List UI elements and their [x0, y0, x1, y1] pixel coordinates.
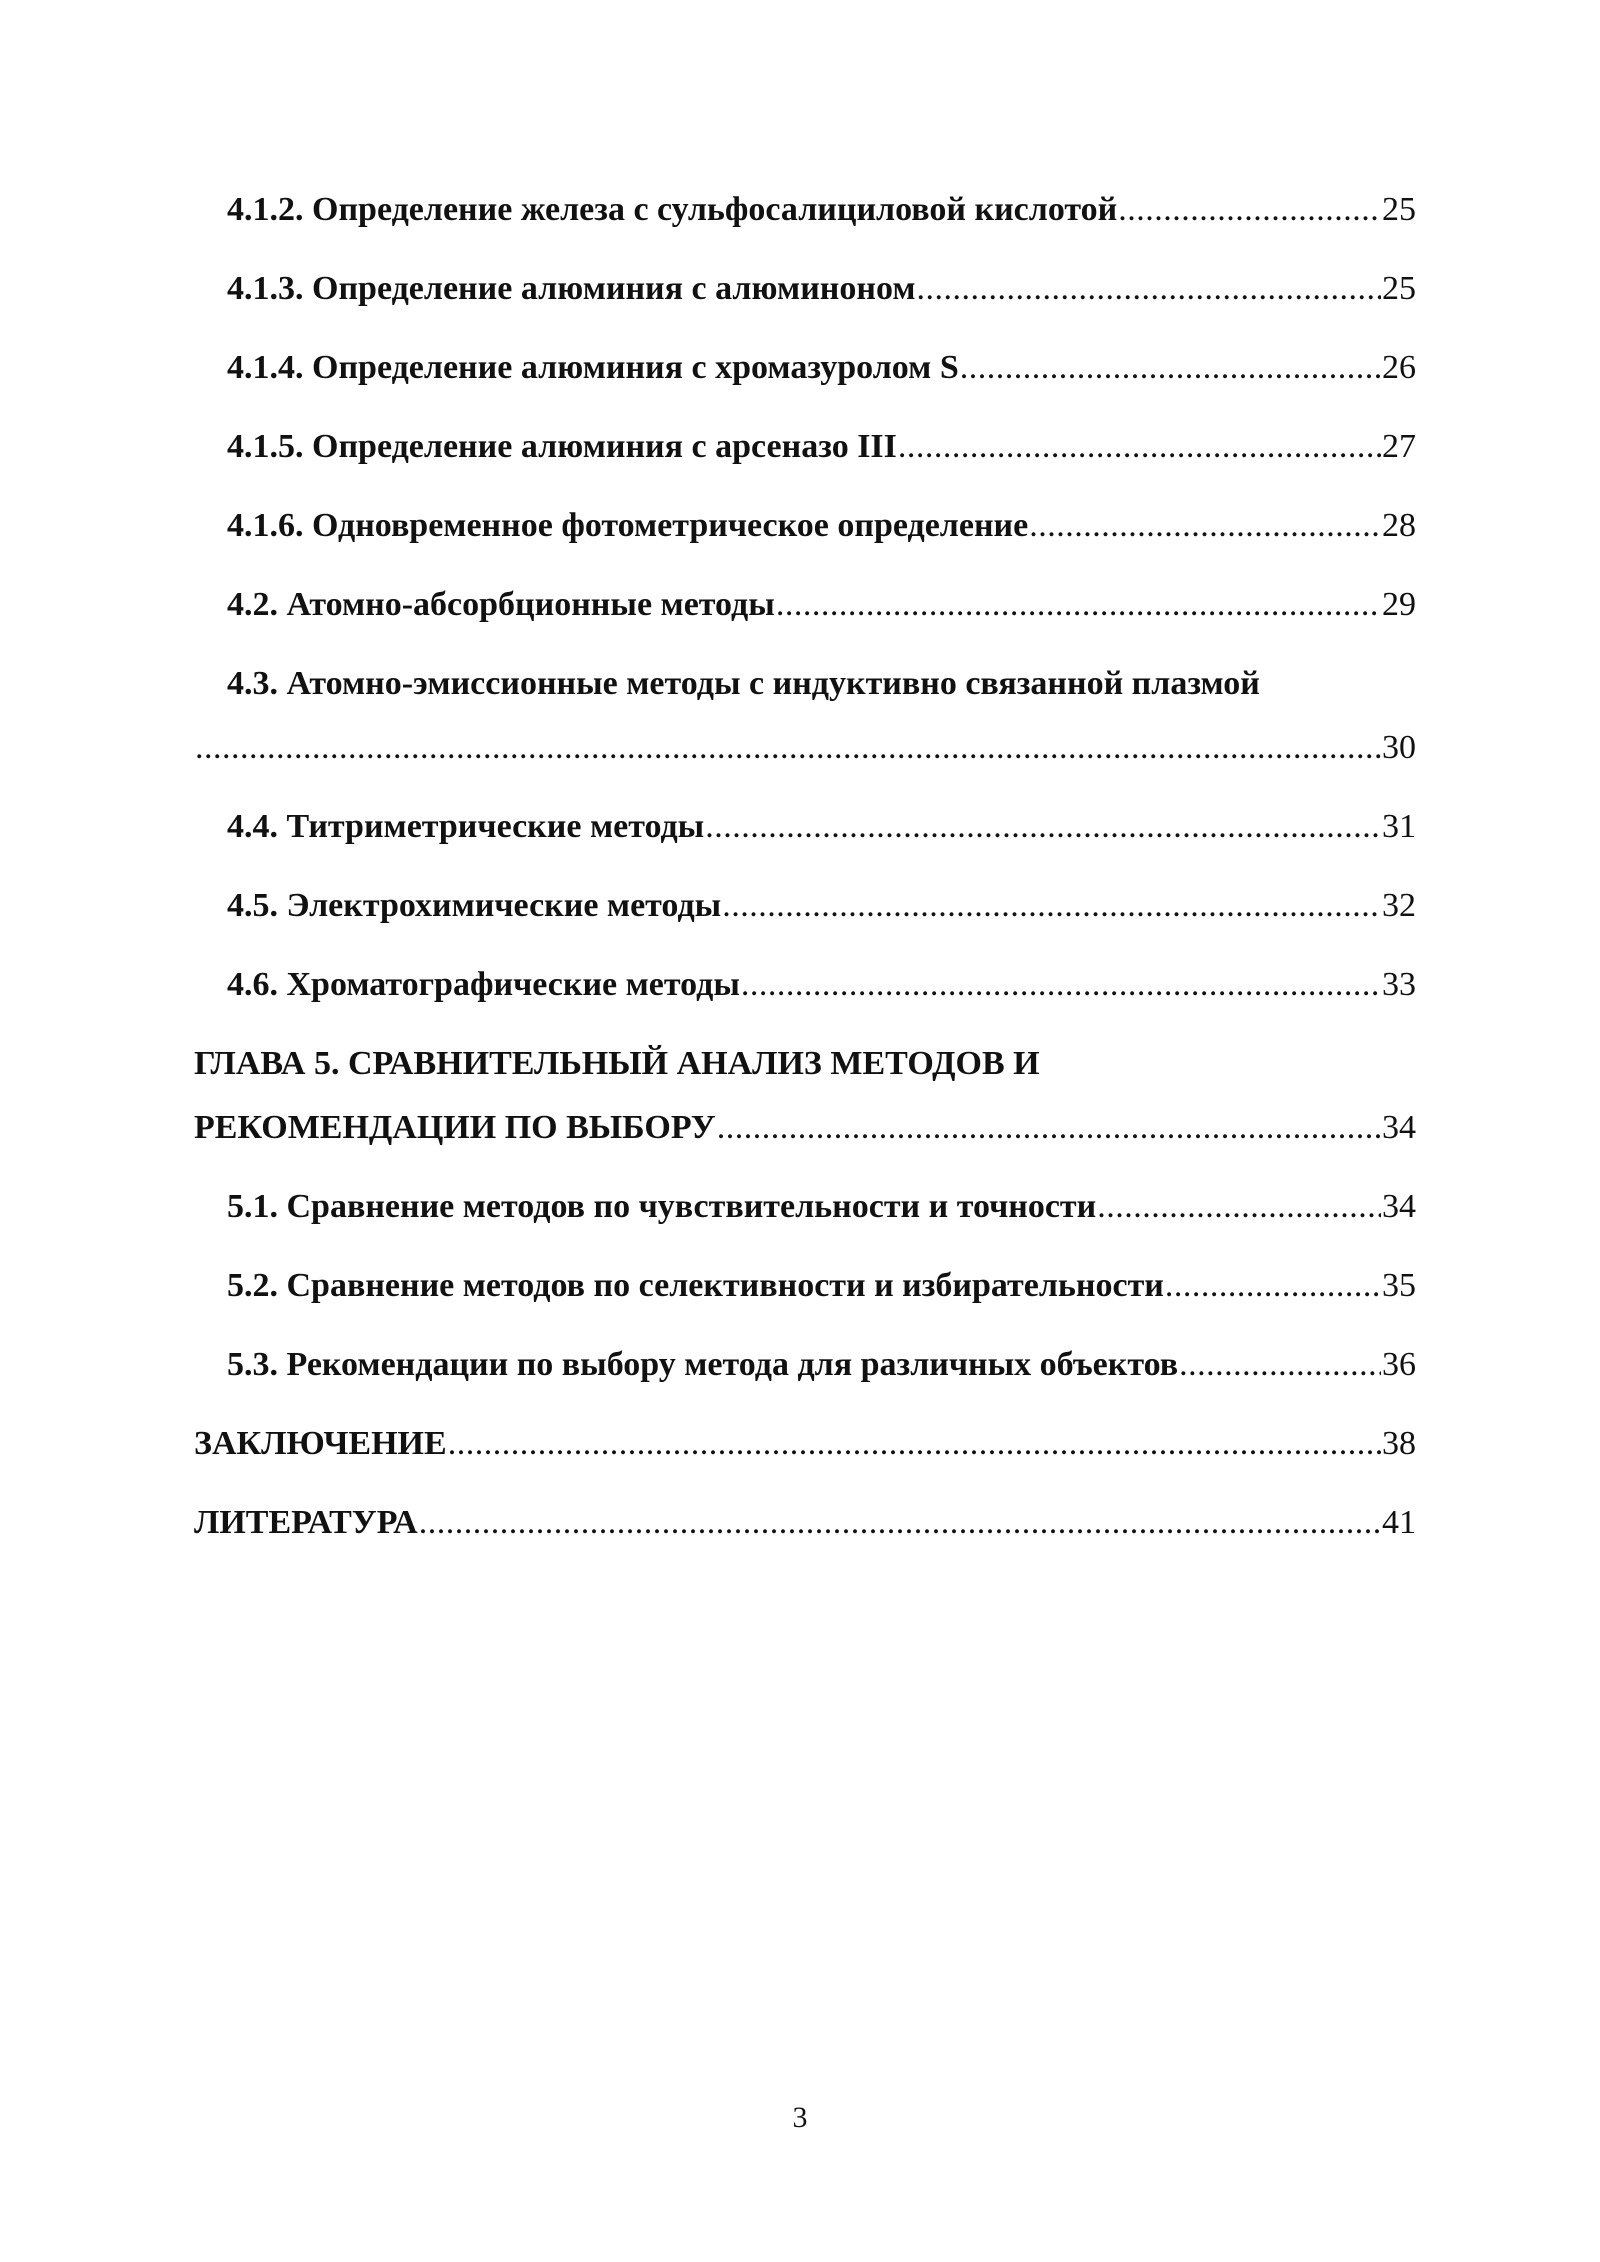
toc-entry-title: 4.2. Атомно-абсорбционные методы — [227, 586, 775, 623]
toc-entry-title: 4.4. Титриметрические методы — [227, 808, 705, 845]
toc-leader-dots — [960, 346, 1381, 390]
table-of-contents — [194, 188, 1416, 1580]
toc-entry-page: 28 — [1382, 507, 1416, 544]
toc-leader-dots — [741, 963, 1381, 1007]
toc-entry-4-1-2[interactable] — [194, 188, 1416, 232]
toc-entry-title: ЗАКЛЮЧЕНИЕ — [194, 1425, 447, 1462]
toc-entry-4-2[interactable] — [194, 583, 1416, 627]
toc-entry-title: 4.1.5. Определение алюминия с арсеназо III — [227, 428, 897, 465]
toc-leader-dots — [419, 1501, 1381, 1545]
toc-entry-4-1-4[interactable] — [194, 346, 1416, 390]
toc-entry-page: 34 — [1382, 1188, 1416, 1225]
toc-entry-4-4[interactable] — [194, 805, 1416, 849]
toc-leader-dots — [1165, 1264, 1381, 1308]
toc-entry-title: ЛИТЕРАТУРА — [194, 1504, 418, 1541]
toc-entry-title: 4.1.2. Определение железа с сульфосалициловой кислотой — [227, 191, 1118, 228]
toc-entry-page: 25 — [1382, 191, 1416, 228]
toc-entry-page: 26 — [1382, 349, 1416, 386]
toc-entry-page: 31 — [1382, 808, 1416, 845]
toc-entry-title: 5.2. Сравнение методов по селективности и избирательности — [227, 1267, 1164, 1304]
toc-entry-4-3[interactable] — [194, 662, 1416, 770]
toc-leader-dots — [898, 425, 1381, 469]
toc-entry-4-5[interactable] — [194, 884, 1416, 928]
toc-entry-title-line2: РЕКОМЕНДАЦИИ ПО ВЫБОРУ — [194, 1109, 716, 1146]
toc-entry-title: 4.1.6. Одновременное фотометрическое определение — [227, 507, 1029, 544]
toc-entry-title: 4.5. Электрохимические методы — [227, 887, 722, 924]
toc-entry-title: 4.1.3. Определение алюминия с алюминоном — [227, 270, 916, 307]
toc-leader-dots — [448, 1422, 1381, 1466]
toc-leader-dots — [195, 726, 1381, 770]
toc-entry-title-line1: ГЛАВА 5. СРАВНИТЕЛЬНЫЙ АНАЛИЗ МЕТОДОВ И — [194, 1045, 1040, 1082]
toc-entry-page: 38 — [1382, 1425, 1416, 1462]
toc-entry-page: 30 — [1382, 729, 1416, 766]
toc-leader-dots — [1179, 1343, 1381, 1387]
toc-leader-dots — [1097, 1185, 1381, 1229]
toc-entry-page: 27 — [1382, 428, 1416, 465]
toc-entry-title-line1: 4.3. Атомно-эмиссионные методы с индуктивно связанной плазмой — [227, 665, 1260, 702]
toc-entry-page: 32 — [1382, 887, 1416, 924]
page-number: 3 — [792, 2101, 808, 2134]
toc-leader-dots — [1029, 504, 1381, 548]
toc-entry-4-1-5[interactable] — [194, 425, 1416, 469]
toc-leader-dots — [916, 267, 1381, 311]
toc-entry-page: 35 — [1382, 1267, 1416, 1304]
toc-entry-literature[interactable] — [194, 1501, 1416, 1545]
toc-entry-conclusion[interactable] — [194, 1422, 1416, 1466]
toc-entry-page: 34 — [1382, 1109, 1416, 1146]
toc-entry-5-2[interactable] — [194, 1264, 1416, 1308]
toc-entry-4-6[interactable] — [194, 963, 1416, 1007]
toc-entry-title: 4.6. Хроматографические методы — [227, 966, 740, 1003]
toc-entry-title: 5.1. Сравнение методов по чувствительности и точности — [227, 1188, 1097, 1225]
toc-leader-dots — [705, 805, 1381, 849]
toc-entry-4-1-3[interactable] — [194, 267, 1416, 311]
toc-leader-dots — [776, 583, 1381, 627]
toc-entry-chapter-5[interactable] — [194, 1042, 1416, 1150]
toc-entry-page: 41 — [1382, 1504, 1416, 1541]
toc-entry-5-1[interactable] — [194, 1185, 1416, 1229]
toc-leader-dots — [1118, 188, 1381, 232]
toc-entry-page: 29 — [1382, 586, 1416, 623]
toc-entry-5-3[interactable] — [194, 1343, 1416, 1387]
toc-entry-page: 36 — [1382, 1346, 1416, 1383]
toc-leader-dots — [717, 1106, 1381, 1150]
toc-leader-dots — [722, 884, 1381, 928]
toc-entry-page: 33 — [1382, 966, 1416, 1003]
toc-entry-title: 5.3. Рекомендации по выбору метода для различных объектов — [227, 1346, 1179, 1383]
toc-entry-4-1-6[interactable] — [194, 504, 1416, 548]
toc-entry-title: 4.1.4. Определение алюминия с хромазуролом S — [227, 349, 959, 386]
toc-entry-page: 25 — [1382, 270, 1416, 307]
